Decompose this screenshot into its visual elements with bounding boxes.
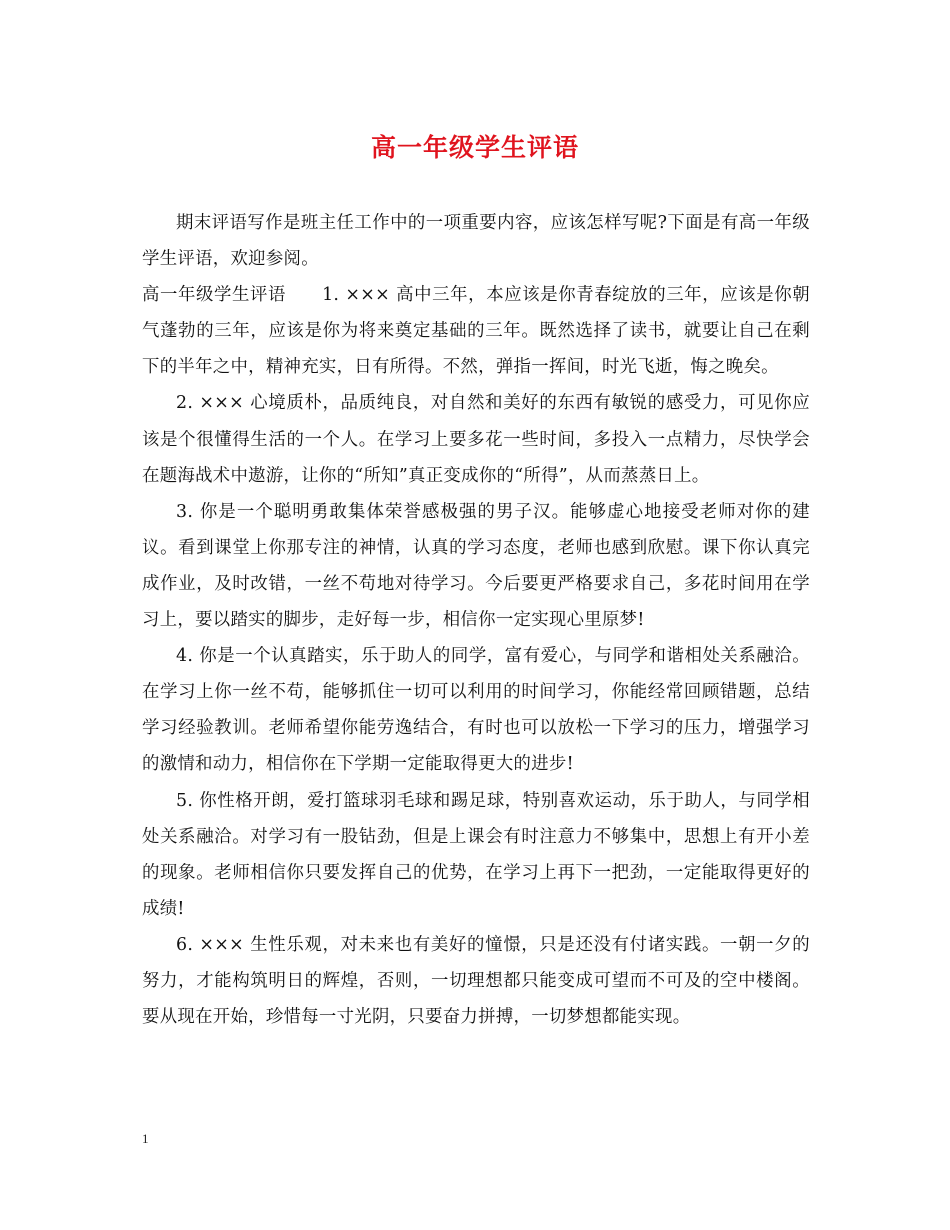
document-body bbox=[142, 205, 810, 1035]
paragraph-comment-4: 4. 你是一个认真踏实，乐于助人的同学，富有爱心，与同学和谐相处关系融洽。在学习上你一丝不苟，能够抓住一切可以利用的时间学习，你能经常回顾错题，总结学习经验教训。老师希望你能劳逸结合，有时也可以放松一下学习的压力，增强学习的激情和动力，相信你在下学期一定能取得更大的进步! bbox=[142, 646, 810, 775]
paragraph-comment-1: 高一年级学生评语 1. ××× 高中三年，本应该是你青春绽放的三年，应该是你朝气蓬勃的三年，应该是你为将来奠定基础的三年。既然选择了读书，就要让自己在剩下的半年之中，精神充实，日有所得。不然，弹指一挥间，时光飞逝，悔之晚矣。 bbox=[142, 285, 810, 378]
document-title: 高一年级学生评语 bbox=[370, 133, 579, 162]
paragraph-comment-2: 2. ××× 心境质朴，品质纯良，对自然和美好的东西有敏锐的感受力，可见你应该是个很懂得生活的一个人。在学习上要多花一些时间，多投入一点精力，尽快学会在题海战术中遨游，让你的“所知”真正变成你的“所得”，从而蒸蒸日上。 bbox=[142, 393, 810, 486]
paragraph-comment-6: 6. ××× 生性乐观，对未来也有美好的憧憬，只是还没有付诸实践。一朝一夕的努力，才能构筑明日的辉煌，否则，一切理想都只能变成可望而不可及的空中楼阁。要从现在开始，珍惜每一寸光阴，只要奋力拼搏，一切梦想都能实现。 bbox=[142, 934, 810, 1028]
paragraph-intro: 期末评语写作是班主任工作中的一项重要内容，应该怎样写呢?下面是有高一年级学生评语，欢迎参阅。 bbox=[142, 213, 810, 270]
page-number: 1 bbox=[142, 1131, 149, 1146]
paragraph-comment-5: 5. 你性格开朗，爱打篮球羽毛球和踢足球，特别喜欢运动，乐于助人，与同学相处关系融洽。对学习有一股钻劲，但是上课会有时注意力不够集中，思想上有开小差的现象。老师相信你只要发挥自己的优势，在学习上再下一把劲，一定能取得更好的成绩! bbox=[142, 790, 810, 919]
paragraph-comment-3: 3. 你是一个聪明勇敢集体荣誉感极强的男子汉。能够虚心地接受老师对你的建议。看到课堂上你那专注的神情，认真的学习态度，老师也感到欣慰。课下你认真完成作业，及时改错，一丝不苟地对待学习。今后要更严格要求自己，多花时间用在学习上，要以踏实的脚步，走好每一步，相信你一定实现心里原梦! bbox=[142, 501, 810, 631]
